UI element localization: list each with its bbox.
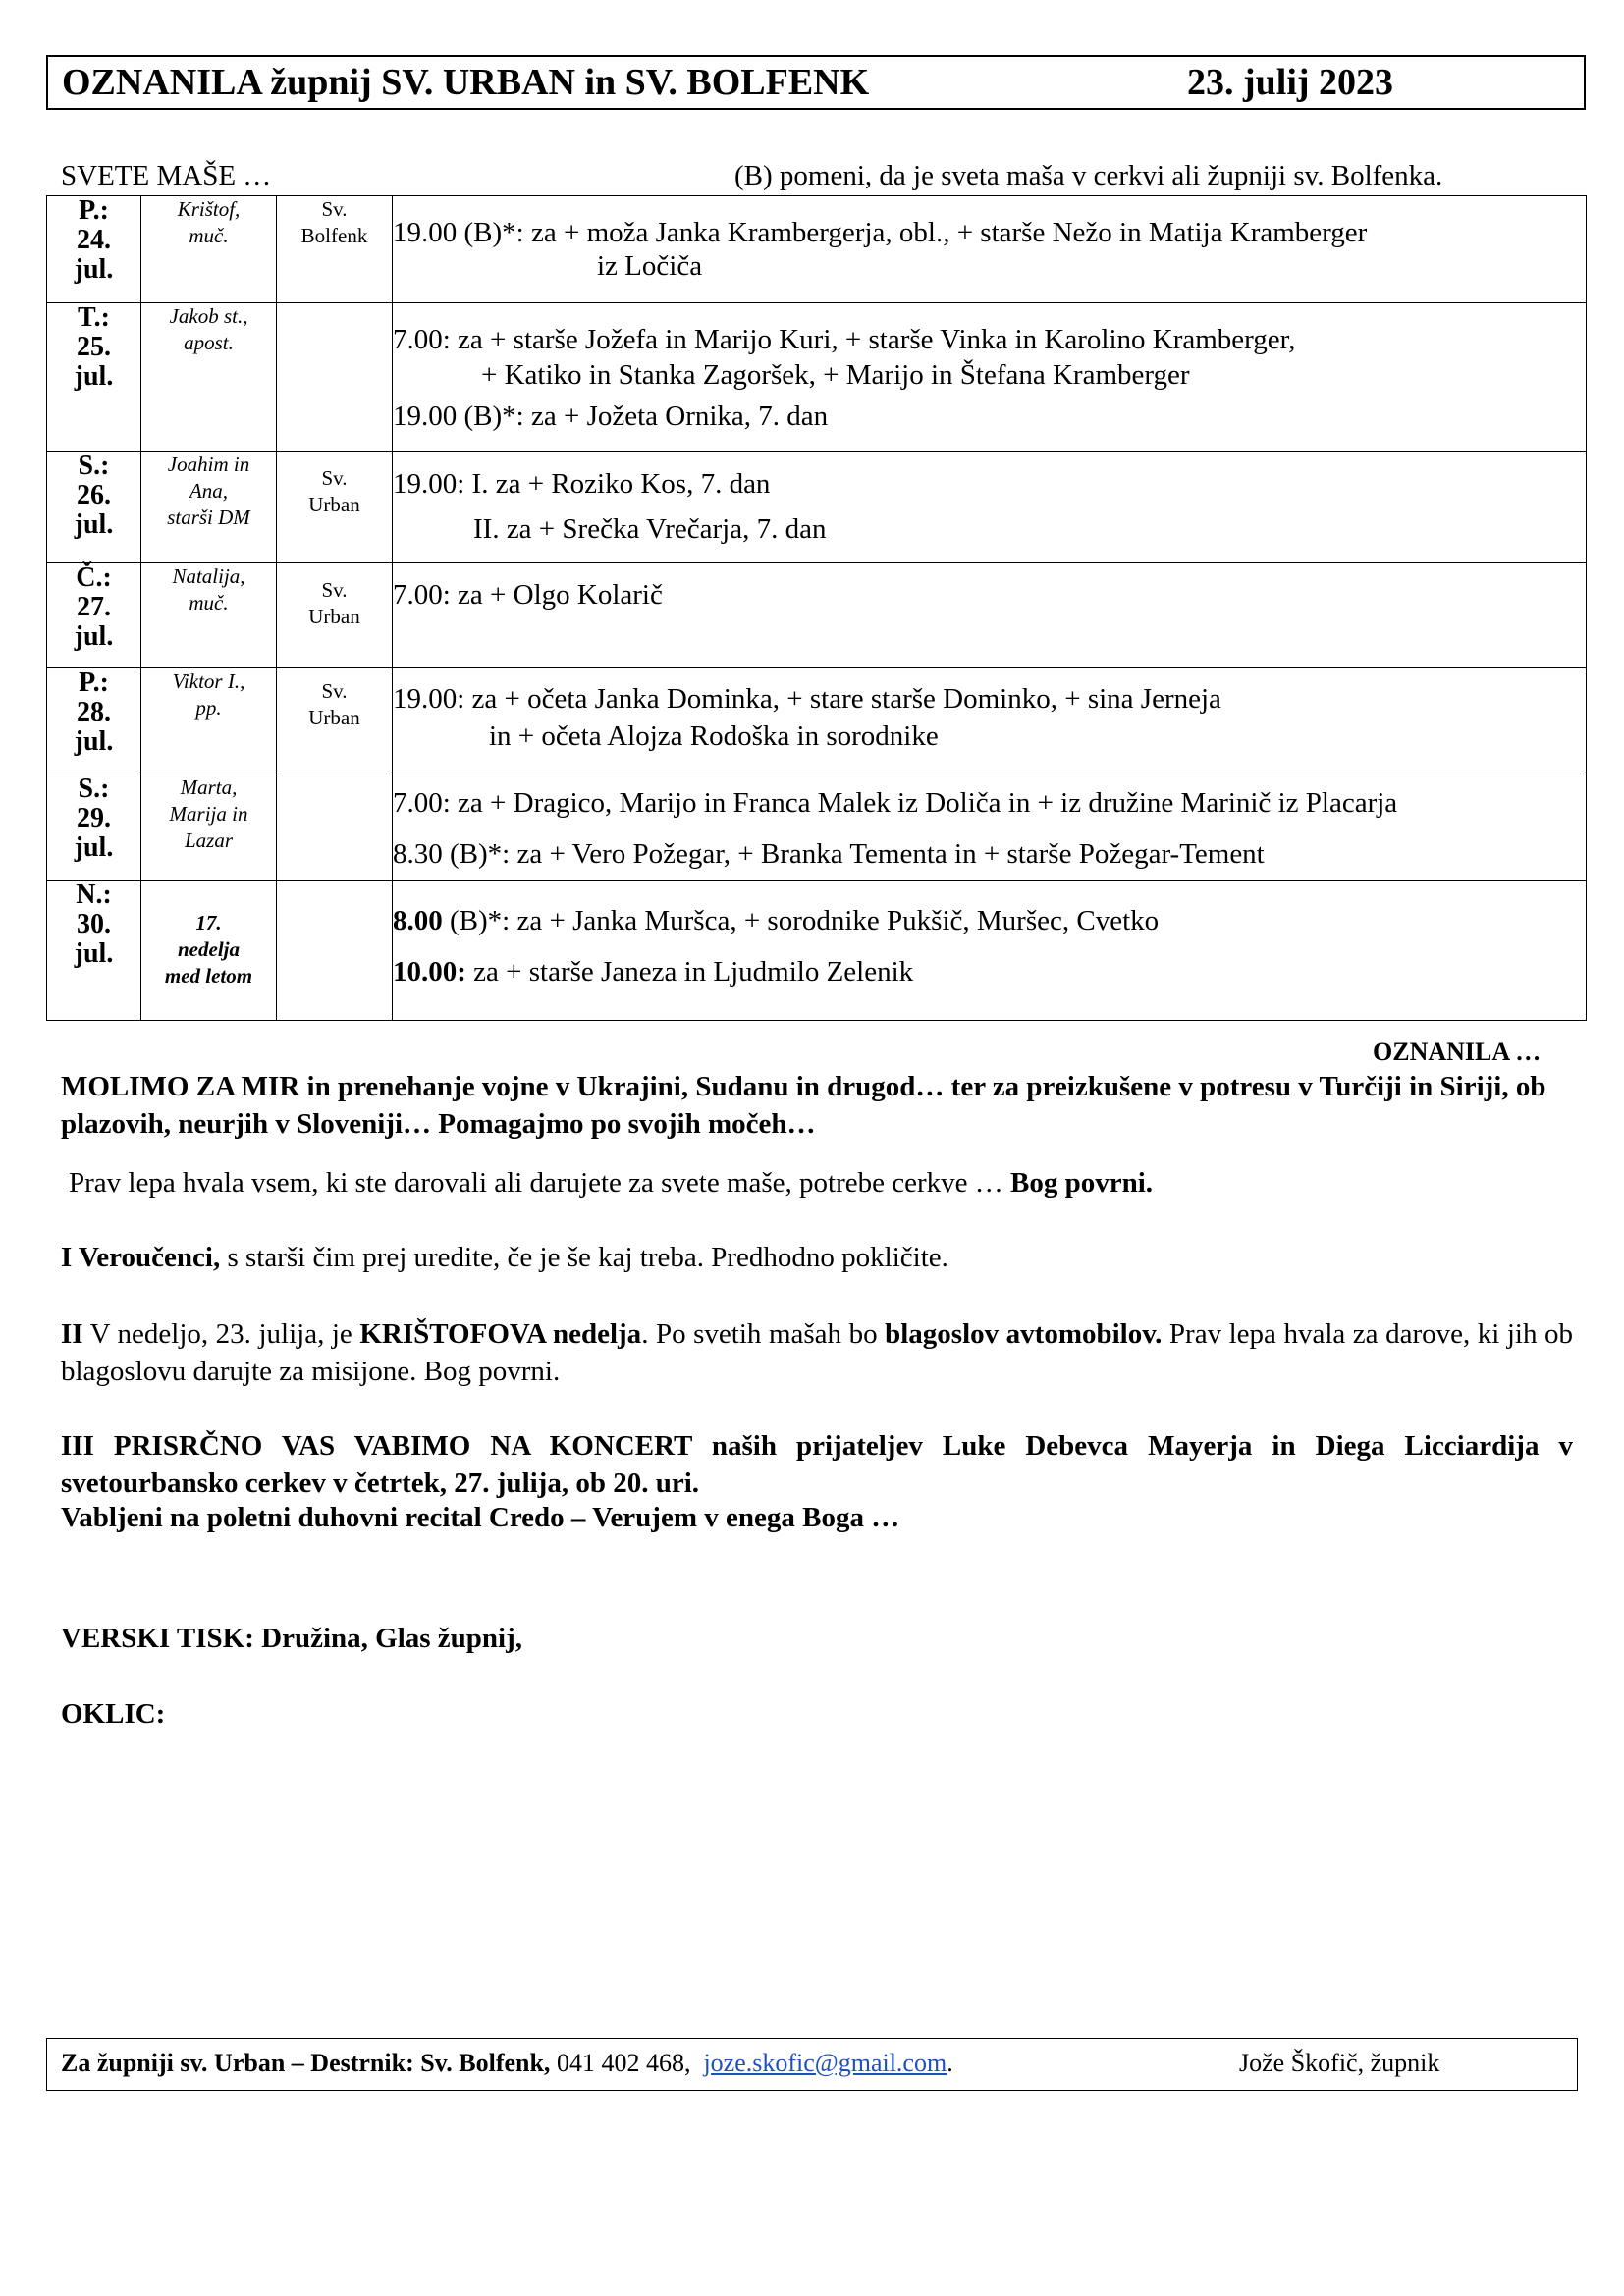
thanks-bold: Bog povrni. <box>1010 1167 1154 1199</box>
masses-heading: SVETE MAŠE … <box>61 160 272 191</box>
masses-note: (B) pomeni, da je sveta maša v cerkvi ali župniji sv. Bolfenka. <box>734 160 1443 191</box>
mass-line: in + očeta Alojza Rodoška in sorodnike <box>489 721 939 752</box>
day-cell: T.: 25. jul. <box>47 303 141 452</box>
masses-cell <box>393 668 1587 774</box>
item2-text: . Po svetih mašah bo <box>641 1318 886 1350</box>
announcements-label: OZNANILA … <box>1373 1038 1542 1066</box>
page-title: OZNANILA župnij SV. URBAN in SV. BOLFENK <box>62 62 870 103</box>
masses-cell <box>393 563 1587 668</box>
masses-cell <box>393 303 1587 452</box>
mass-line: 7.00: za + starše Jožefa in Marijo Kuri, + starše Vinka in Karolino Kramberger, <box>393 324 1296 355</box>
masses-cell <box>393 881 1587 1021</box>
thanks-line <box>61 1167 1581 1200</box>
item1-text: s starši čim prej uredite, če je še kaj treba. Predhodno pokličite. <box>220 1242 948 1273</box>
item2-bold: KRIŠTOFOVA nedelja <box>359 1318 642 1350</box>
church-cell <box>277 774 393 881</box>
peace-prayer: MOLIMO ZA MIR in prenehanje vojne v Ukrajini, Sudanu in drugod… ter za preizkušene v potresu v Turčiji in Siriji, ob plazovih, neurjih v Sloveniji… Pomagajmo po svojih močeh… <box>61 1071 1546 1140</box>
day-cell: Č.: 27. jul. <box>47 563 141 668</box>
mass-schedule-table <box>46 195 1587 1021</box>
day-cell: S.: 29. jul. <box>47 774 141 881</box>
church-cell: Sv. Urban <box>277 668 393 774</box>
footer-org: Za župniji sv. Urban – Destrnik: Sv. Bolfenk, <box>61 2049 551 2077</box>
mass-line: 8.30 (B)*: za + Vero Požegar, + Branka Tementa in + starše Požegar-Tement <box>393 838 1265 870</box>
mass-line <box>393 902 1586 939</box>
church-cell <box>277 881 393 1021</box>
mass-text: (B)*: za + Janka Muršca, + sorodnike Pukšič, Muršec, Cvetko <box>442 905 1160 936</box>
title-box <box>46 55 1586 110</box>
church-cell: Sv. Urban <box>277 452 393 563</box>
saint-cell: Joahim in Ana, starši DM <box>141 452 277 563</box>
table-row <box>47 668 1587 774</box>
item-concert: III PRISRČNO VAS VABIMO NA KONCERT naših prijateljev Luke Debevca Mayerja in Diega Licciardija v svetourbansko cerkev v četrtek, 27. julija, ob 20. uri. <box>61 1430 1573 1499</box>
table-row <box>47 196 1587 303</box>
mass-line: 19.00: za + očeta Janka Dominka, + stare starše Dominko, + sina Jerneja <box>393 683 1221 715</box>
banns: OKLIC: <box>61 1698 166 1730</box>
item-recital: Vabljeni na poletni duhovni recital Credo – Verujem v enega Boga … <box>61 1502 900 1533</box>
item2-bold: blagoslov avtomobilov. <box>885 1318 1163 1350</box>
table-row <box>47 452 1587 563</box>
mass-line: 19.00: I. za + Roziko Kos, 7. dan <box>393 468 771 500</box>
item2-text: Prav lepa hvala za darove, ki jih ob blagoslovu darujte za misijone. Bog povrni. <box>61 1318 1573 1387</box>
item-catechism <box>61 1242 1573 1274</box>
mass-line: 7.00: za + Dragico, Marijo in Franca Malek iz Doliča in + iz družine Marinič iz Placarja <box>393 787 1398 819</box>
table-row <box>47 774 1587 881</box>
mass-line: + Katiko in Stanka Zagoršek, + Marijo in Štefana Kramberger <box>481 359 1190 391</box>
footer-phone: 041 402 468, <box>556 2049 691 2077</box>
footer-contact <box>61 2049 953 2078</box>
day-cell: N.: 30. jul. <box>47 881 141 1021</box>
item2-text: V nedeljo, 23. julija, je <box>82 1318 360 1350</box>
saint-cell: Jakob st., apost. <box>141 303 277 452</box>
church-cell: Sv. Urban <box>277 563 393 668</box>
item2-num: II <box>61 1318 83 1350</box>
mass-line: 7.00: za + Olgo Kolarič <box>393 579 663 611</box>
mass-time-bold: 10.00: <box>393 956 466 988</box>
mass-line: 19.00 (B)*: za + moža Janka Krambergerja, obl., + starše Nežo in Matija Kramberger <box>393 217 1368 248</box>
table-row <box>47 563 1587 668</box>
saint-cell: Natalija, muč. <box>141 563 277 668</box>
day-cell: P.: 24. jul. <box>47 196 141 303</box>
mass-text: za + starše Janeza in Ljudmilo Zelenik <box>465 956 914 988</box>
mass-line <box>393 939 1586 990</box>
masses-cell <box>393 196 1587 303</box>
footer-dot: . <box>947 2049 953 2077</box>
saint-cell: Viktor I., pp. <box>141 668 277 774</box>
masses-cell <box>393 452 1587 563</box>
day-cell: P.: 28. jul. <box>47 668 141 774</box>
day-cell: S.: 26. jul. <box>47 452 141 563</box>
mass-line: II. za + Srečka Vrečarja, 7. dan <box>473 513 827 545</box>
mass-line: iz Ločiča <box>597 250 703 282</box>
bulletin-date: 23. julij 2023 <box>1187 62 1394 103</box>
footer-signature: Jože Škofič, župnik <box>1239 2049 1440 2077</box>
masses-cell <box>393 774 1587 881</box>
mass-time-bold: 8.00 <box>393 905 443 936</box>
table-row <box>47 881 1587 1021</box>
item1-bold: I Veroučenci, <box>61 1242 221 1273</box>
saint-cell: Krištof, muč. <box>141 196 277 303</box>
church-cell: Sv. Bolfenk <box>277 196 393 303</box>
thanks-text: Prav lepa hvala vsem, ki ste darovali ali darujete za svete maše, potrebe cerkve … <box>69 1167 1011 1199</box>
saint-cell: 17. nedelja med letom <box>141 881 277 1021</box>
item-kristof <box>61 1315 1573 1390</box>
saint-cell: Marta, Marija in Lazar <box>141 774 277 881</box>
mass-line: 19.00 (B)*: za + Jožeta Ornika, 7. dan <box>393 400 829 432</box>
footer <box>46 2038 1578 2091</box>
church-cell <box>277 303 393 452</box>
religious-press: VERSKI TISK: Družina, Glas župnij, <box>61 1623 523 1654</box>
table-row <box>47 303 1587 452</box>
footer-email-link[interactable]: joze.skofic@gmail.com <box>703 2049 947 2077</box>
